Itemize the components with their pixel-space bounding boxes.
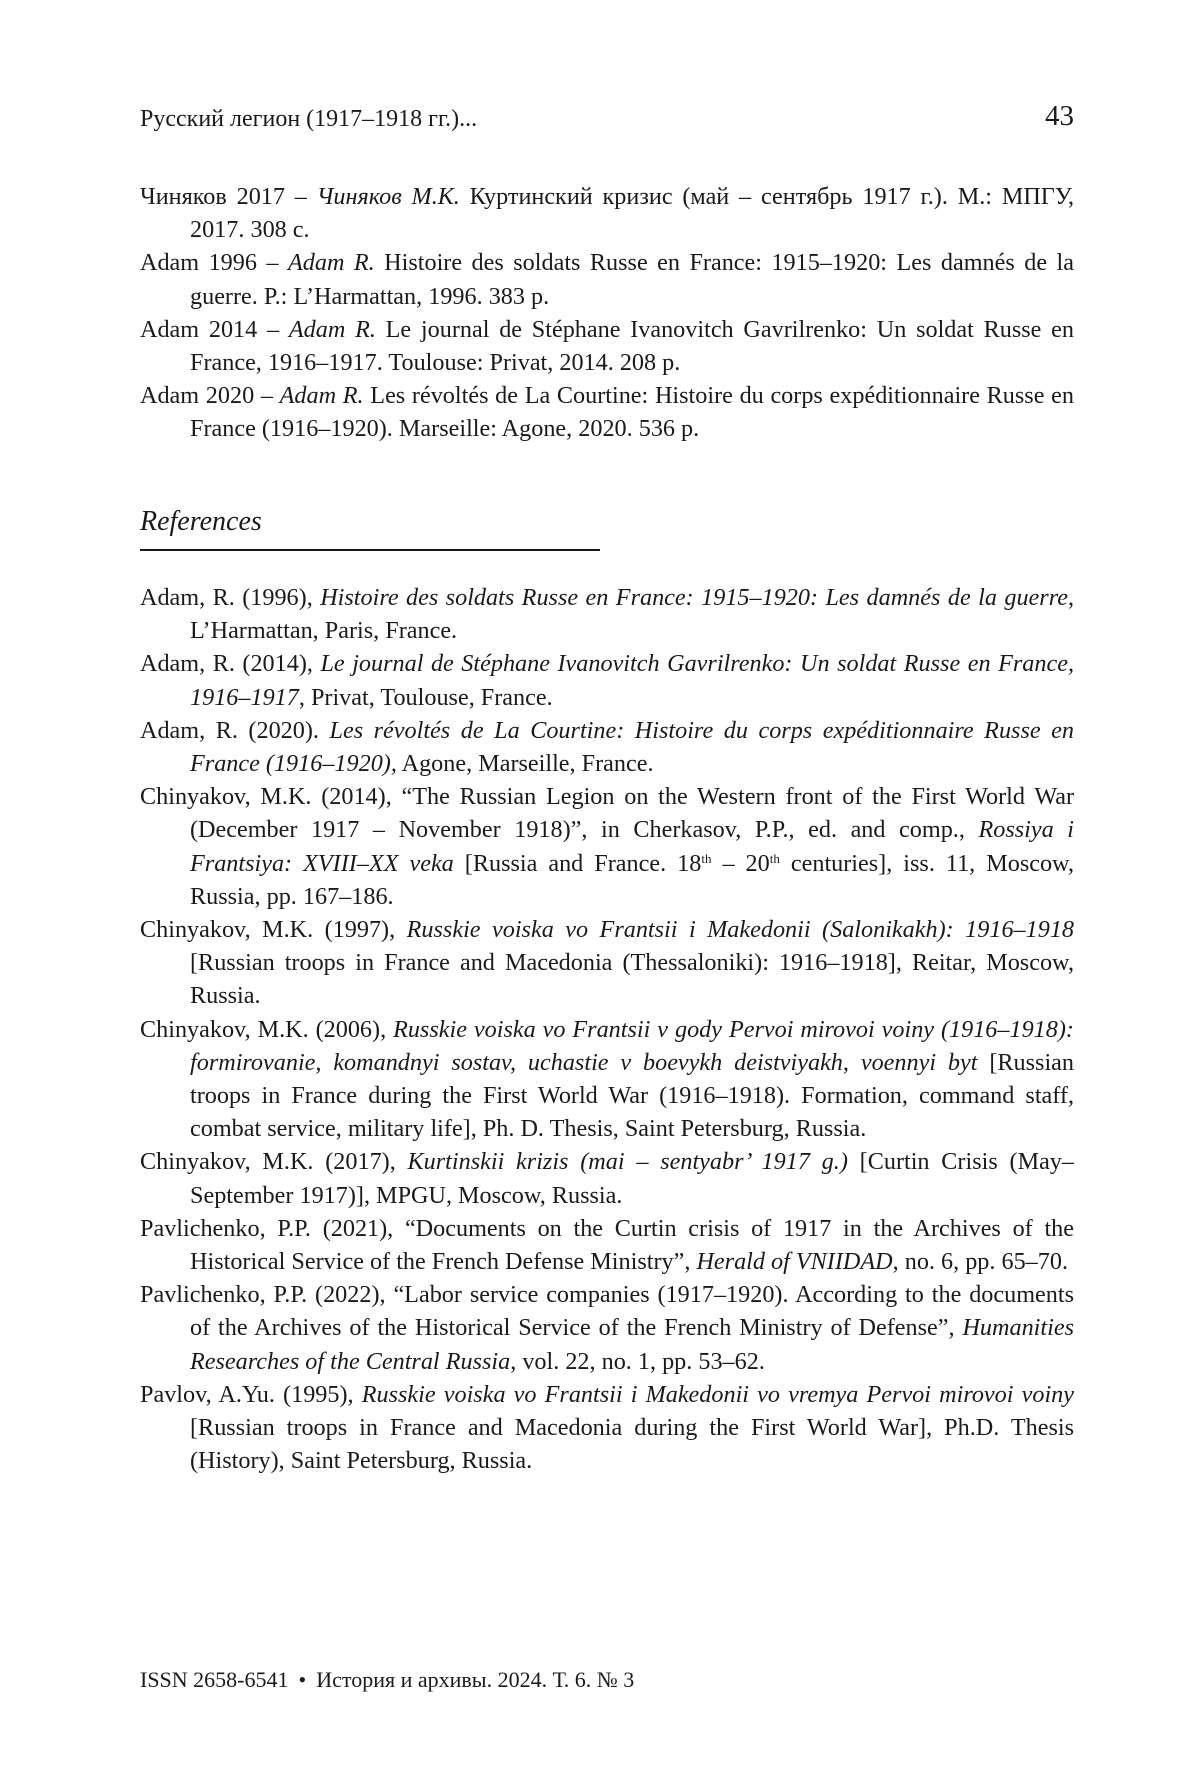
literature-entry: Adam 2014 – Adam R. Le journal de Stéphane Ivanovitch Gavrilrenko: Un soldat Russe en France, 1916–1917. Toulouse: Privat, 2014. 208 p. xyxy=(140,315,1074,377)
reference-entry: Chinyakov, M.K. (2017), Kurtinskii krizis (mai – sentyabr’ 1917 g.) [Curtin Crisis (May–September 1917)], MPGU, Moscow, Russia. xyxy=(140,1148,1074,1209)
references-list xyxy=(140,581,1074,1477)
page-footer xyxy=(140,1666,634,1694)
literature-list xyxy=(140,180,1074,446)
page-number: 43 xyxy=(1045,100,1074,132)
reference-entry: Adam, R. (1996), Histoire des soldats Russe en France: 1915–1920: Les damnés de la guerre, L’Harmattan, Paris, France. xyxy=(140,584,1074,645)
reference-entry: Adam, R. (2014), Le journal de Stéphane Ivanovitch Gavrilrenko: Un soldat Russe en France, 1916–1917, Privat, Toulouse, France. xyxy=(140,650,1074,711)
reference-entry: Pavlichenko, P.P. (2021), “Documents on the Curtin crisis of 1917 in the Archives of the Historical Service of the French Defense Ministry”, Herald of VNIIDAD, no. 6, pp. 65–70. xyxy=(140,1214,1074,1276)
references-heading: References xyxy=(140,505,600,551)
reference-entry: Adam, R. (2020). Les révoltés de La Courtine: Histoire du corps expéditionnaire Russe en France (1916–1920), Agone, Marseille, France. xyxy=(140,716,1074,778)
reference-entry: Pavlov, A.Yu. (1995), Russkie voiska vo Frantsii i Makedonii vo vremya Pervoi mirovoi voiny [Russian troops in France and Macedonia during the First World War], Ph.D. Thesis (History), Saint Petersburg, Russia. xyxy=(140,1380,1074,1475)
literature-entry: Adam 1996 – Adam R. Histoire des soldats Russe en France: 1915–1920: Les damnés de la guerre. P.: L’Harmattan, 1996. 383 p. xyxy=(140,249,1074,310)
reference-entry: Chinyakov, M.K. (1997), Russkie voiska vo Frantsii i Makedonii (Salonikakh): 1916–1918 [Russian troops in France and Macedonia (Thessaloniki): 1916–1918], Reitar, Moscow, Russia. xyxy=(140,916,1075,1010)
literature-entry: Adam 2020 – Adam R. Les révoltés de La Courtine: Histoire du corps expéditionnaire Russe en France (1916–1920). Marseille: Agone, 2020. 536 p. xyxy=(140,382,1074,443)
literature-entry: Чиняков 2017 – Чиняков М.К. Куртинский кризис (май – сентябрь 1917 г.). М.: МПГУ, 2017. 308 с. xyxy=(140,183,1074,244)
running-title: Русский легион (1917–1918 гг.)... xyxy=(140,106,478,132)
issn-label: ISSN 2658-6541 xyxy=(140,1667,289,1692)
footer-separator: • xyxy=(298,1667,307,1692)
reference-entry: Chinyakov, M.K. (2006), Russkie voiska vo Frantsii v gody Pervoi mirovoi voiny (1916–1918): formirovanie, komandnyi sostav, uchastie v boevykh deistviyakh, voennyi byt [Russian troops in France during the First World War (1916–1918). Formation, command staff, combat service, military life], Ph. D. Thesis, Saint Petersburg, Russia. xyxy=(140,1015,1074,1143)
reference-entry: Chinyakov, M.K. (2014), “The Russian Legion on the Western front of the First World War (December 1917 – November 1918)”, in Cherkasov, P.P., ed. and comp., Rossiya i Frantsiya: XVIII–XX veka [Russia and France. 18th – 20th centuries], iss. 11, Moscow, Russia, pp. 167–186. xyxy=(140,783,1075,910)
reference-entry: Pavlichenko, P.P. (2022), “Labor service companies (1917–1920). According to the documents of the Archives of the Historical Service of the French Ministry of Defense”, Humanities Researches of the Central Russia, vol. 22, no. 1, pp. 53–62. xyxy=(140,1281,1074,1375)
journal-issue: История и архивы. 2024. Т. 6. № 3 xyxy=(316,1667,635,1692)
